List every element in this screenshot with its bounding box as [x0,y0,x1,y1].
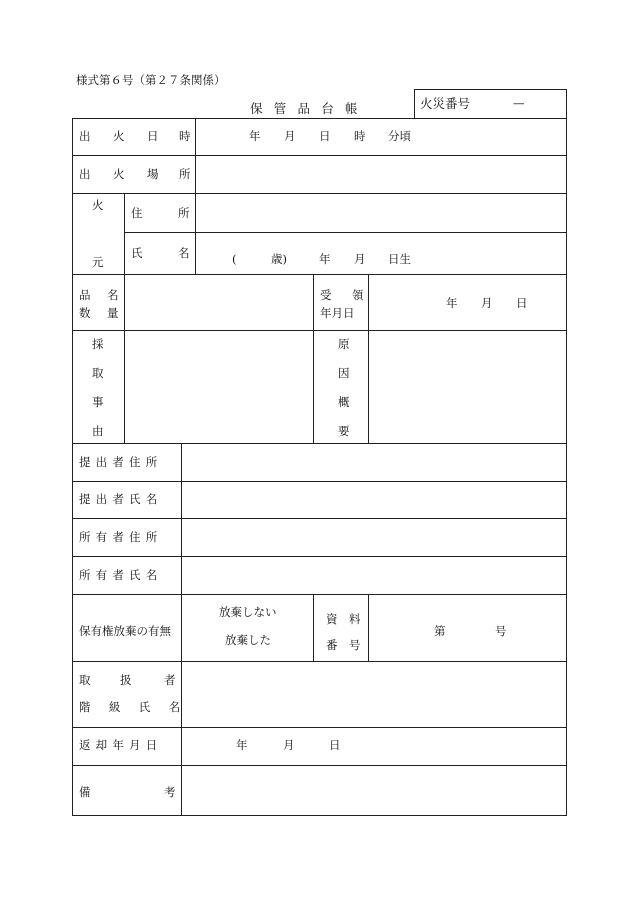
submitter-address-label: 提出者住所 [79,455,163,469]
submitter-name-field[interactable] [183,483,565,517]
fire-number-value: — [513,96,525,110]
waiver-option-waived[interactable]: 放棄した [225,633,271,647]
ownership-waiver-label: 保有権放棄の有無 [79,624,171,638]
owner-name-field[interactable] [183,558,565,593]
fire-number-label: 火災番号 [420,96,471,111]
submitter-address-field[interactable] [183,445,565,480]
origin-label-top: 火 [92,198,104,212]
form-reference: 様式第６号（第２７条関係） [76,73,226,87]
remarks-field[interactable] [183,767,565,814]
owner-name-label: 所有者氏名 [79,568,163,582]
owner-address-field[interactable] [183,520,565,555]
return-date-label: 返却年月日 [79,738,163,752]
owner-address-label: 所有者住所 [79,530,163,544]
item-field[interactable] [126,276,312,329]
handler-field[interactable] [183,663,565,726]
waiver-option-not-waived[interactable]: 放棄しない [219,605,277,619]
cause-summary-field[interactable] [370,332,565,442]
outbreak-place-field[interactable] [197,157,565,192]
origin-label-bottom: 元 [92,255,104,269]
form-title: 保管品台帳 [250,101,369,116]
submitter-name-label: 提出者氏名 [79,492,163,506]
seizure-reason-field[interactable] [126,332,312,442]
origin-address-field[interactable] [197,195,565,231]
